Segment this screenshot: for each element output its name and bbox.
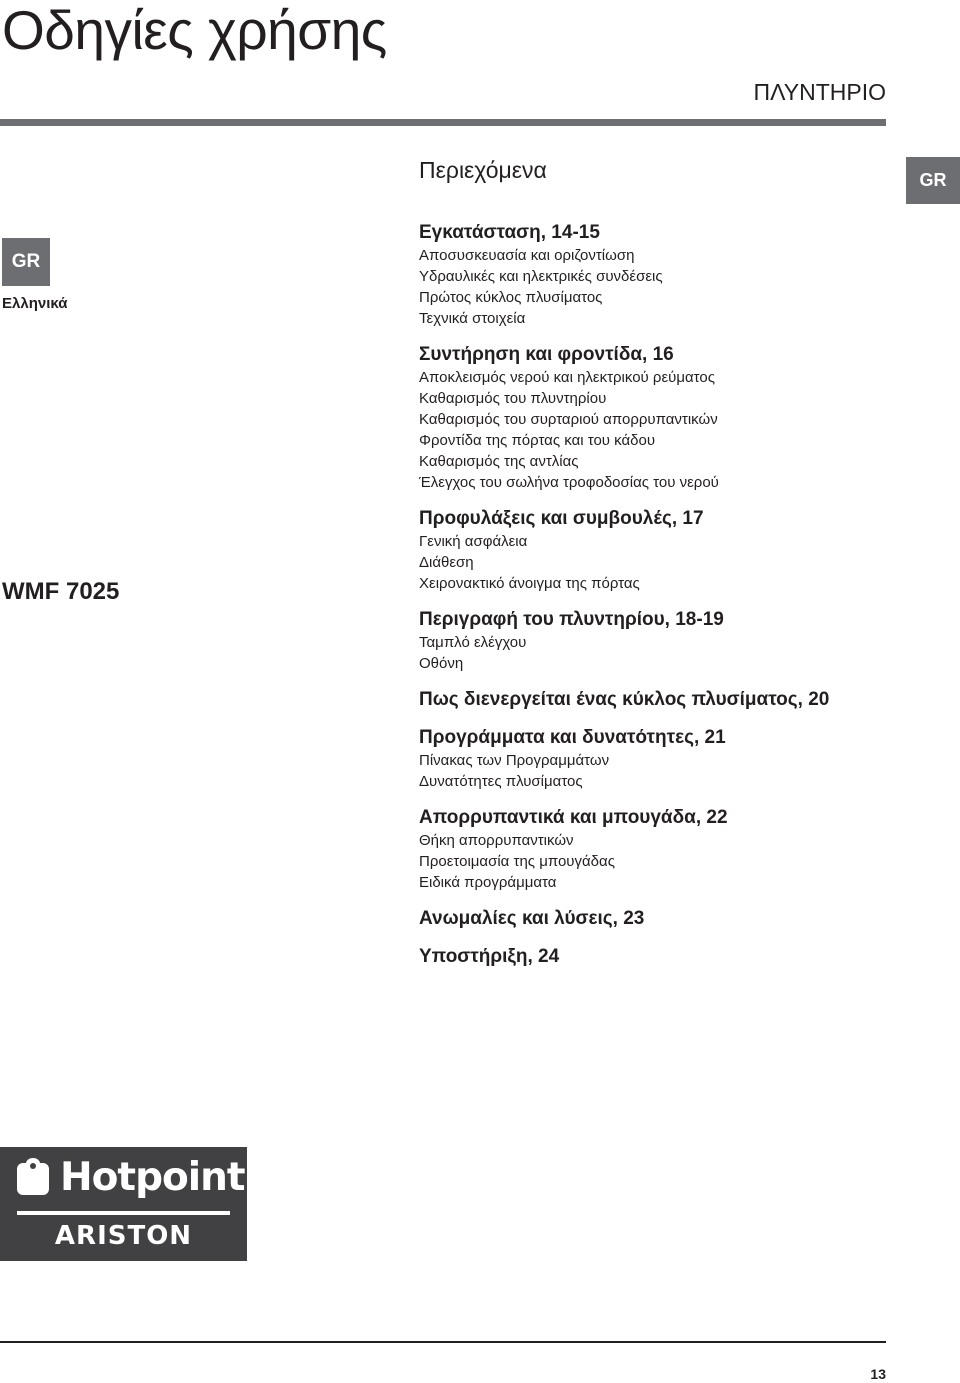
toc-subitem: Οθόνη — [419, 655, 464, 672]
toc-section — [419, 907, 889, 931]
toc-subitem: Χειρονακτικό άνοιγμα της πόρτας — [419, 575, 640, 592]
toc-section-title: Προφυλάξεις και συμβουλές, 17 — [419, 508, 704, 529]
toc-section — [419, 343, 889, 493]
toc-subitem: Φροντίδα της πόρτας και του κάδου — [419, 432, 656, 449]
toc-subitem: Προετοιμασία της μπουγάδας — [419, 853, 615, 870]
toc-section-title: Προγράμματα και δυνατότητες, 21 — [419, 727, 726, 748]
toc-section-title: Περιγραφή του πλυντηρίου, 18-19 — [419, 609, 724, 630]
toc-subitem: Αποσυσκευασία και οριζοντίωση — [419, 247, 635, 264]
toc-subitem: Καθαρισμός του πλυντηρίου — [419, 390, 607, 407]
toc-subitem: Διάθεση — [419, 554, 474, 571]
document-title: Οδηγίες χρήσης — [2, 0, 387, 61]
toc-subitem: Ειδικά προγράμματα — [419, 874, 557, 891]
toc-subitem: Καθαρισμός της αντλίας — [419, 453, 579, 470]
toc-subitem: Καθαρισμός του συρταριού απορρυπαντικών — [419, 411, 718, 428]
toc-subitem: Θήκη απορρυπαντικών — [419, 832, 574, 849]
toc-section-title: Πως διενεργείται ένας κύκλος πλυσίματος, 20 — [419, 689, 830, 710]
toc-section-title: Εγκατάσταση, 14-15 — [419, 222, 600, 243]
model-number: WMF 7025 — [2, 578, 120, 605]
toc-subitem: Υδραυλικές και ηλεκτρικές συνδέσεις — [419, 268, 663, 285]
toc-section — [419, 221, 889, 329]
language-tab: GR — [906, 157, 960, 204]
toc-subitem: Έλεγχος του σωλήνα τροφοδοσίας του νερού — [419, 474, 719, 491]
header-rule — [0, 119, 886, 126]
logo-brand-text: Hotpoint — [60, 1155, 245, 1200]
toc-section — [419, 945, 889, 969]
toc-subitem: Τεχνικά στοιχεία — [419, 310, 526, 327]
toc-section — [419, 806, 889, 893]
toc-section-title: Συντήρηση και φροντίδα, 16 — [419, 344, 674, 365]
toc-section — [419, 608, 889, 674]
toc-subitem: Δυνατότητες πλυσίματος — [419, 773, 583, 790]
toc-section — [419, 726, 889, 792]
toc-section-title: Ανωμαλίες και λύσεις, 23 — [419, 908, 645, 929]
table-of-contents — [419, 221, 889, 983]
toc-section-title: Υποστήριξη, 24 — [419, 946, 560, 967]
toc-heading: Περιεχόμενα — [419, 157, 547, 183]
toc-subitem: Πρώτος κύκλος πλυσίματος — [419, 289, 603, 306]
language-name: Ελληνικά — [2, 295, 68, 312]
toc-subitem: Ταμπλό ελέγχου — [419, 634, 527, 651]
logo-sub-text: ARISTON — [54, 1221, 193, 1251]
toc-section — [419, 507, 889, 594]
page-number: 13 — [870, 1366, 886, 1382]
toc-subitem: Γενική ασφάλεια — [419, 533, 528, 550]
logo-divider — [17, 1211, 230, 1215]
hotpoint-ariston-logo — [0, 1147, 247, 1261]
language-code-badge: GR — [2, 238, 50, 286]
toc-subitem: Αποκλεισμός νερού και ηλεκτρικού ρεύματος — [419, 369, 715, 386]
toc-subitem: Πίνακας των Προγραμμάτων — [419, 752, 610, 769]
product-category: ΠΛΥΝΤΗΡΙΟ — [753, 79, 886, 105]
toc-section — [419, 688, 889, 712]
toc-section-title: Απορρυπαντικά και μπουγάδα, 22 — [419, 807, 728, 828]
hotpoint-logo-icon — [17, 1163, 49, 1195]
footer-rule — [0, 1341, 886, 1343]
